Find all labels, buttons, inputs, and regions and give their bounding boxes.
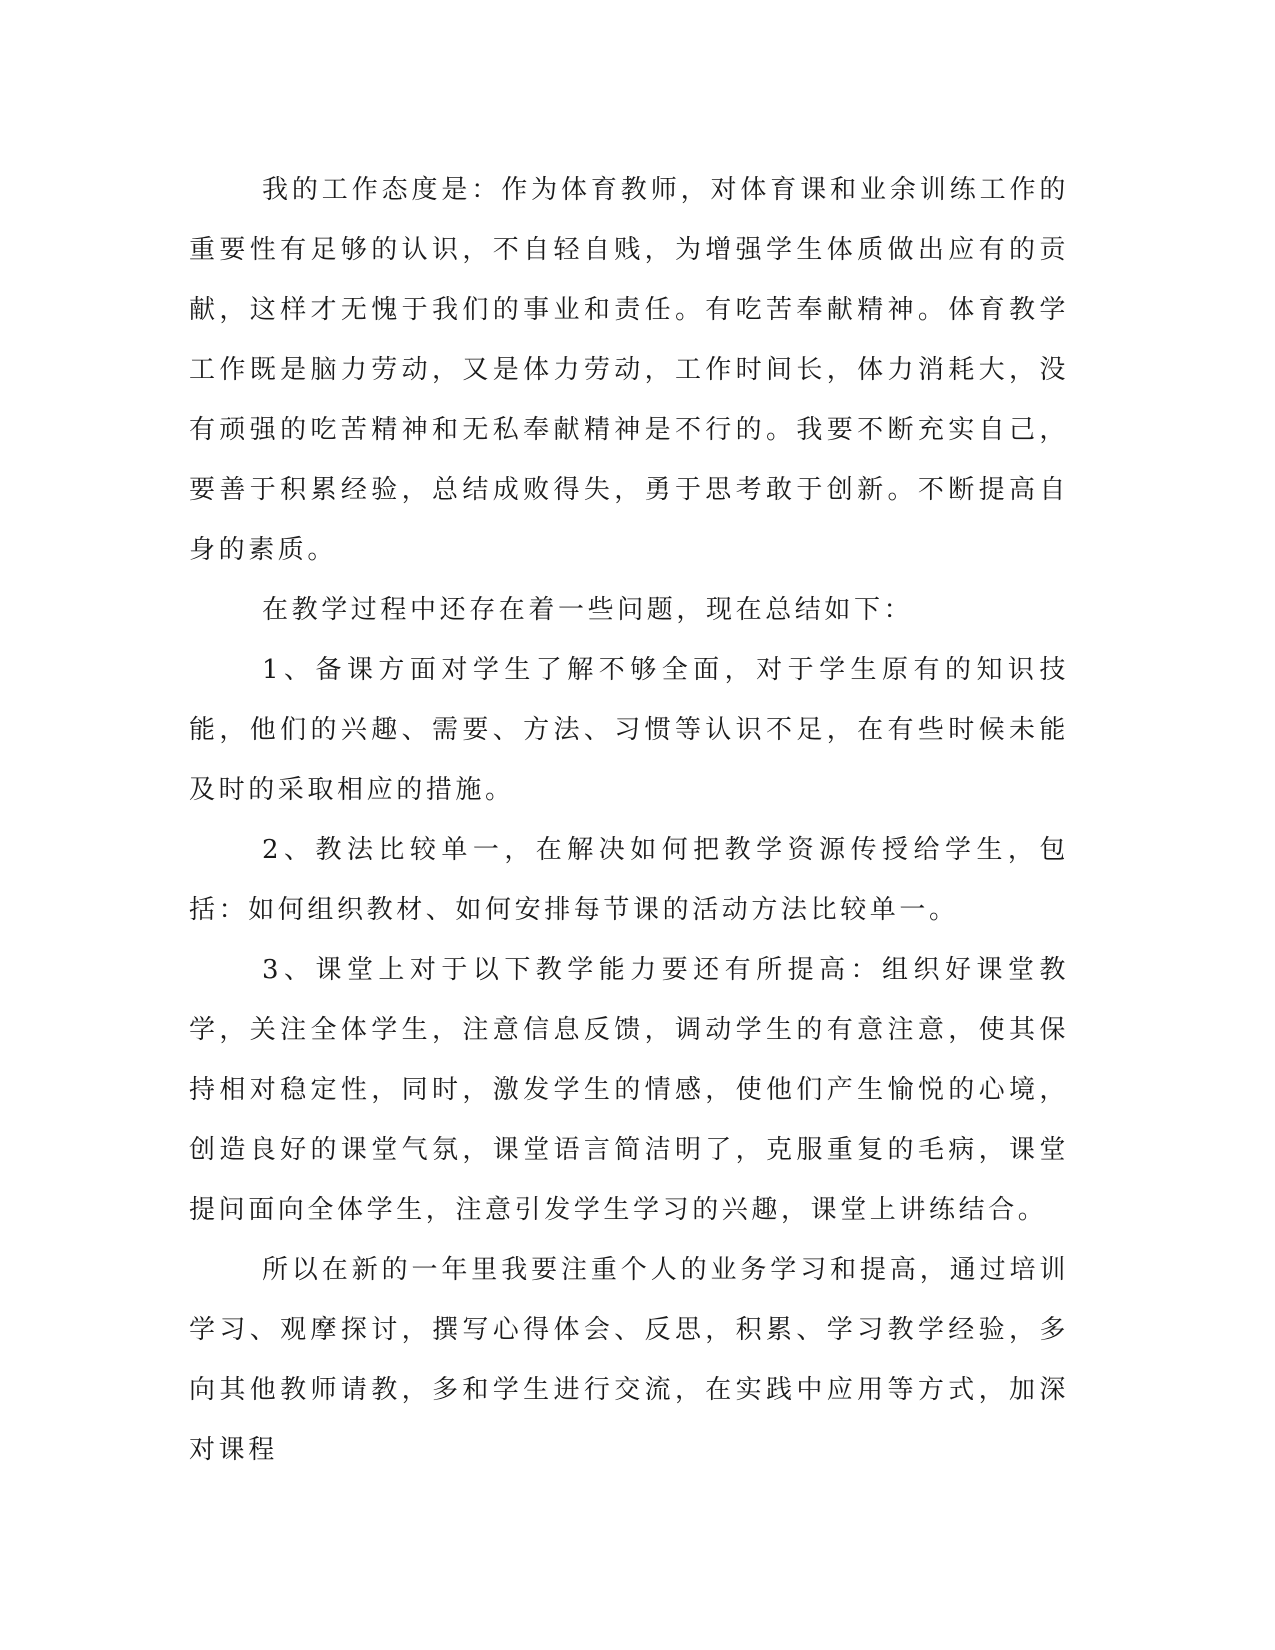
paragraph-problem-2: 2、教法比较单一，在解决如何把教学资源传授给学生，包括：如何组织教材、如何安排每节课的活动方法比较单一。 bbox=[189, 835, 1069, 925]
paragraph-problems-intro: 在教学过程中还存在着一些问题，现在总结如下： bbox=[262, 595, 914, 625]
body-text bbox=[189, 160, 1069, 1480]
paragraph-problem-1: 1、备课方面对学生了解不够全面，对于学生原有的知识技能，他们的兴趣、需要、方法、习惯等认识不足，在有些时候未能及时的采取相应的措施。 bbox=[189, 655, 1069, 805]
paragraph-work-attitude: 我的工作态度是：作为体育教师，对体育课和业余训练工作的重要性有足够的认识，不自轻自贱，为增强学生体质做出应有的贡献，这样才无愧于我们的事业和责任。有吃苦奉献精神。体育教学工作既是脑力劳动，又是体力劳动，工作时间长，体力消耗大，没有顽强的吃苦精神和无私奉献精神是不行的。我要不断充实自己，要善于积累经验，总结成败得失，勇于思考敢于创新。不断提高自身的素质。 bbox=[189, 175, 1069, 565]
paragraph-problem-3: 3、课堂上对于以下教学能力要还有所提高：组织好课堂教学，关注全体学生，注意信息反馈，调动学生的有意注意，使其保持相对稳定性，同时，激发学生的情感，使他们产生愉悦的心境，创造良好的课堂气氛，课堂语言简洁明了，克服重复的毛病，课堂提问面向全体学生，注意引发学生学习的兴趣，课堂上讲练结合。 bbox=[189, 955, 1069, 1225]
paragraph-plan: 所以在新的一年里我要注重个人的业务学习和提高，通过培训学习、观摩探讨，撰写心得体会、反思，积累、学习教学经验，多向其他教师请教，多和学生进行交流，在实践中应用等方式，加深对课程 bbox=[189, 1255, 1069, 1465]
